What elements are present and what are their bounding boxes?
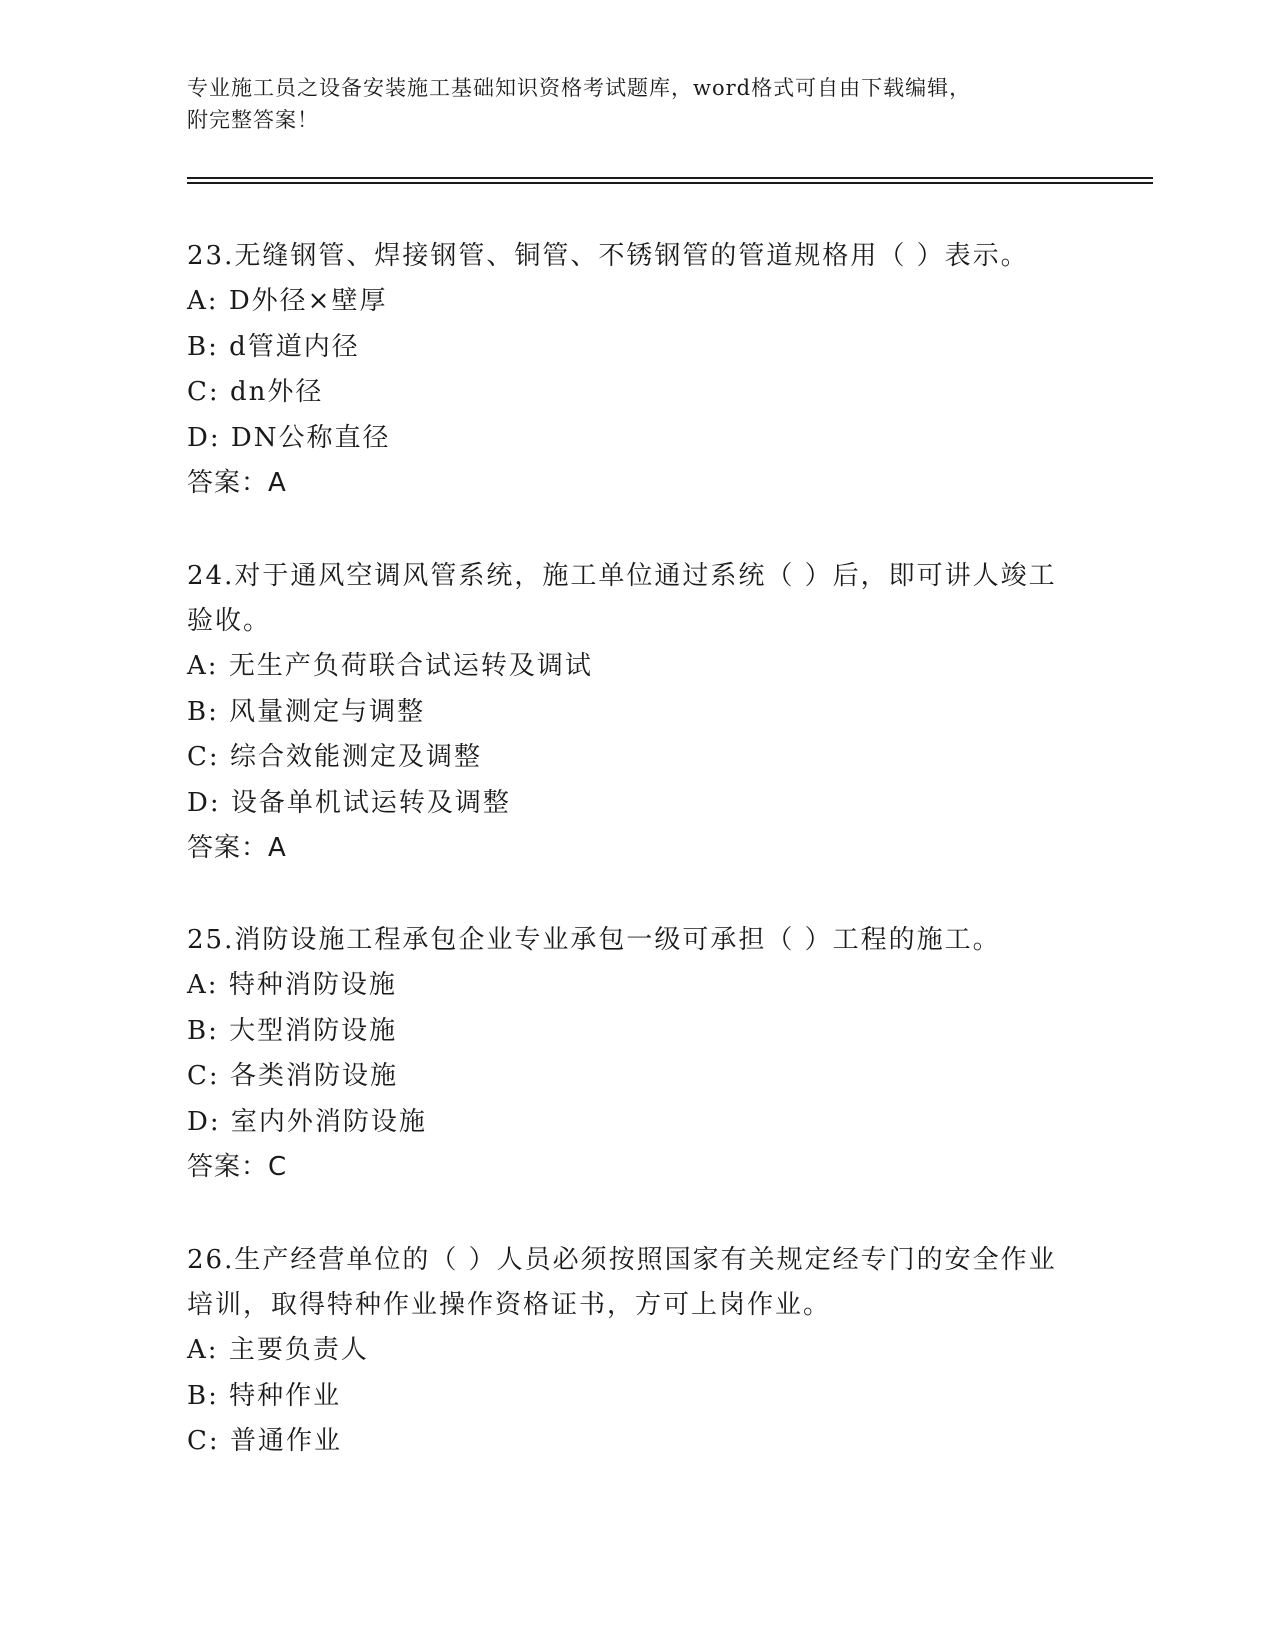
option-separator: : xyxy=(209,787,231,818)
question-stem: 23.无缝钢管、焊接钢管、铜管、不锈钢管的管道规格用（ ）表示。 xyxy=(187,241,1029,271)
option-text: 特种消防设施 xyxy=(228,970,397,1000)
option-d xyxy=(187,416,1067,462)
option-key: A xyxy=(187,286,208,316)
option-d xyxy=(187,781,1067,827)
option-c xyxy=(187,370,1067,416)
option-b xyxy=(187,1009,1067,1055)
option-separator: : xyxy=(209,1106,231,1137)
option-separator: : xyxy=(207,1335,229,1365)
option-d xyxy=(187,1100,1067,1146)
option-key: D xyxy=(187,1106,210,1137)
header-line-2: 附完整答案！ xyxy=(187,108,319,132)
answer-label: 答案： xyxy=(187,1152,269,1182)
option-key: B xyxy=(187,1015,209,1046)
answer-line xyxy=(187,1145,1067,1190)
question-24 xyxy=(187,554,1067,871)
option-text: dn外径 xyxy=(229,377,324,407)
option-key: B xyxy=(187,331,209,362)
option-key: B xyxy=(187,1380,209,1411)
option-text: 无生产负荷联合试运转及调试 xyxy=(228,651,593,681)
option-separator: : xyxy=(208,331,230,362)
option-text: 室内外消防设施 xyxy=(230,1106,427,1137)
option-key: D xyxy=(187,422,210,453)
question-stem: 25.消防设施工程承包企业专业承包一级可承担（ ）工程的施工。 xyxy=(187,925,1001,955)
option-key: C xyxy=(187,1061,209,1091)
answer-value: A xyxy=(268,468,287,498)
option-separator: : xyxy=(208,1015,230,1046)
option-separator: : xyxy=(208,1380,230,1411)
option-separator: : xyxy=(208,742,230,772)
answer-value: C xyxy=(268,1152,288,1182)
option-c xyxy=(187,1419,1067,1465)
option-key: A xyxy=(187,1335,208,1365)
option-text: 特种作业 xyxy=(229,1380,342,1411)
option-key: C xyxy=(187,1426,209,1456)
option-text: 风量测定与调整 xyxy=(229,696,426,727)
option-text: 各类消防设施 xyxy=(229,1061,398,1091)
answer-line xyxy=(187,826,1067,871)
option-text: DN公称直径 xyxy=(230,422,391,453)
option-key: D xyxy=(187,787,210,818)
header-line-1: 专业施工员之设备安装施工基础知识资格考试题库，word格式可自由下载编辑， xyxy=(187,76,972,100)
option-separator: : xyxy=(208,377,230,407)
option-separator: : xyxy=(208,696,230,727)
option-text: 设备单机试运转及调整 xyxy=(230,787,511,818)
option-b xyxy=(187,1374,1067,1420)
option-text: D外径×壁厚 xyxy=(228,286,388,316)
option-c xyxy=(187,1054,1067,1100)
option-text: 主要负责人 xyxy=(228,1335,369,1365)
option-separator: : xyxy=(209,422,231,453)
option-a xyxy=(187,1328,1067,1374)
header-divider-top xyxy=(187,177,1153,179)
option-a xyxy=(187,279,1067,325)
option-separator: : xyxy=(207,286,229,316)
option-text: 普通作业 xyxy=(229,1426,342,1456)
option-separator: : xyxy=(207,970,229,1000)
option-key: C xyxy=(187,742,209,772)
question-stem: 26.生产经营单位的（ ）人员必须按照国家有关规定经专门的安全作业培训，取得特种作业操作资格证书，方可上岗作业。 xyxy=(187,1245,1057,1320)
option-c xyxy=(187,735,1067,781)
question-stem: 24.对于通风空调风管系统，施工单位通过系统（ ）后，即可讲人竣工验收。 xyxy=(187,561,1057,636)
option-separator: : xyxy=(208,1061,230,1091)
option-separator: : xyxy=(208,1426,230,1456)
header-divider-bottom xyxy=(187,182,1153,184)
answer-value: A xyxy=(268,833,287,863)
option-key: C xyxy=(187,377,209,407)
document-header xyxy=(187,72,1067,136)
question-26 xyxy=(187,1238,1067,1465)
question-25 xyxy=(187,918,1067,1190)
answer-label: 答案： xyxy=(187,468,269,498)
option-separator: : xyxy=(207,651,229,681)
option-key: A xyxy=(187,970,208,1000)
option-b xyxy=(187,325,1067,371)
option-key: B xyxy=(187,696,209,727)
question-23 xyxy=(187,234,1067,506)
answer-label: 答案： xyxy=(187,833,269,863)
answer-line xyxy=(187,461,1067,506)
option-text: 大型消防设施 xyxy=(229,1015,398,1046)
option-text: d管道内径 xyxy=(229,331,360,362)
option-a xyxy=(187,963,1067,1009)
option-key: A xyxy=(187,651,208,681)
option-text: 综合效能测定及调整 xyxy=(229,742,482,772)
option-a xyxy=(187,644,1067,690)
option-b xyxy=(187,690,1067,736)
